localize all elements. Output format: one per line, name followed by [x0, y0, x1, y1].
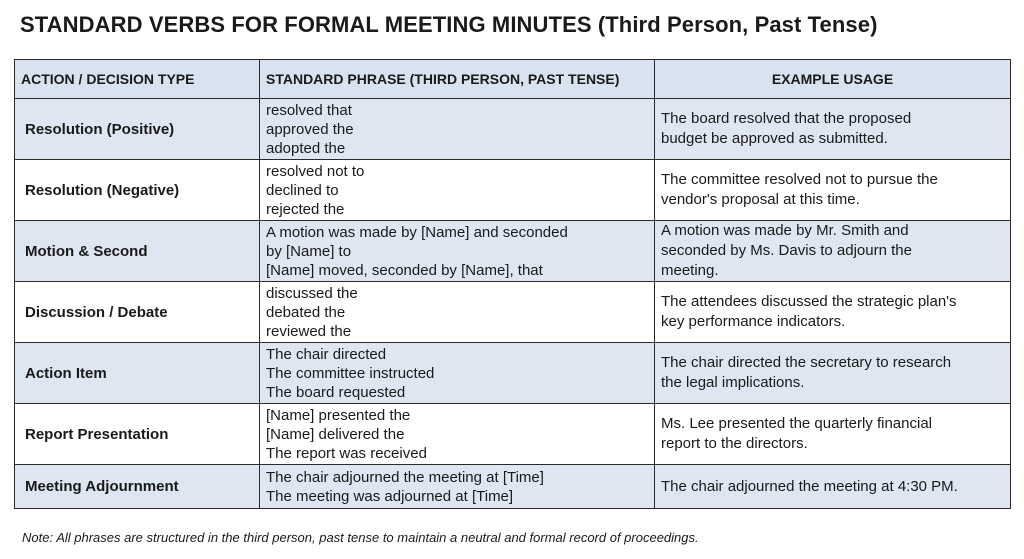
example-cell — [655, 465, 1011, 509]
phrase-cell — [260, 221, 655, 282]
example-line: key performance indicators. — [661, 313, 846, 330]
phrase-cell — [260, 343, 655, 404]
example-cell — [655, 99, 1011, 160]
phrase-cell — [260, 465, 655, 509]
example-line: meeting. — [661, 262, 719, 279]
page-title: STANDARD VERBS FOR FORMAL MEETING MINUTES (Third Person, Past Tense) — [20, 12, 878, 37]
table-header-row — [15, 60, 1011, 99]
phrase-line: adopted the — [266, 139, 346, 157]
column-header-phrase: STANDARD PHRASE (THIRD PERSON, PAST TENSE) — [260, 60, 655, 99]
example-line: The committee resolved not to pursue the — [661, 171, 938, 188]
phrase-line: The chair directed — [266, 345, 387, 363]
example-line: A motion was made by Mr. Smith and — [661, 222, 909, 239]
phrase-line: declined to — [266, 181, 339, 199]
column-header-type: ACTION / DECISION TYPE — [15, 60, 260, 99]
example-cell — [655, 404, 1011, 465]
phrase-cell — [260, 160, 655, 221]
phrase-line: resolved not to — [266, 162, 365, 180]
phrase-line: [Name] delivered the — [266, 425, 405, 443]
example-cell — [655, 160, 1011, 221]
phrase-line: A motion was made by [Name] and seconded — [266, 223, 568, 241]
decision-type-cell: Resolution (Negative) — [15, 160, 260, 221]
table-row — [15, 221, 1011, 282]
phrase-line: resolved that — [266, 101, 352, 119]
decision-type-cell: Discussion / Debate — [15, 282, 260, 343]
example-line: seconded by Ms. Davis to adjourn the — [661, 242, 912, 259]
example-line: budget be approved as submitted. — [661, 130, 888, 147]
phrase-line: [Name] presented the — [266, 406, 411, 424]
phrase-line: by [Name] to — [266, 242, 352, 260]
phrase-cell — [260, 282, 655, 343]
table-row — [15, 282, 1011, 343]
example-line: The attendees discussed the strategic plan's — [661, 293, 957, 310]
example-line: The chair adjourned the meeting at 4:30 PM. — [661, 477, 958, 495]
example-line: The board resolved that the proposed — [661, 110, 912, 127]
phrase-line: [Name] moved, seconded by [Name], that — [266, 261, 543, 279]
column-header-example: EXAMPLE USAGE — [655, 60, 1011, 99]
phrase-line: The report was received — [266, 444, 427, 462]
decision-type-cell: Motion & Second — [15, 221, 260, 282]
phrase-line: debated the — [266, 303, 346, 321]
phrase-line: The committee instructed — [266, 364, 435, 382]
phrase-cell — [260, 404, 655, 465]
decision-type-cell: Meeting Adjournment — [15, 465, 260, 509]
table-row — [15, 343, 1011, 404]
example-line: report to the directors. — [661, 435, 808, 452]
phrase-line: The board requested — [266, 383, 406, 401]
footnote: Note: All phrases are structured in the third person, past tense to maintain a neutral and formal record of proceedings. — [22, 530, 699, 545]
table-row — [15, 465, 1011, 509]
verbs-table — [14, 59, 1011, 509]
example-line: the legal implications. — [661, 374, 805, 391]
example-line: The chair directed the secretary to research — [661, 354, 952, 371]
example-line: Ms. Lee presented the quarterly financial — [661, 415, 932, 432]
decision-type-cell: Action Item — [15, 343, 260, 404]
example-cell — [655, 221, 1011, 282]
phrase-line: reviewed the — [266, 322, 352, 340]
table-row — [15, 160, 1011, 221]
decision-type-cell: Report Presentation — [15, 404, 260, 465]
phrase-line: discussed the — [266, 284, 358, 302]
table-row — [15, 99, 1011, 160]
example-cell — [655, 343, 1011, 404]
table-row — [15, 404, 1011, 465]
example-cell — [655, 282, 1011, 343]
phrase-line: rejected the — [266, 200, 345, 218]
phrase-line: The meeting was adjourned at [Time] — [266, 487, 514, 505]
phrase-cell — [260, 99, 655, 160]
phrase-line: The chair adjourned the meeting at [Time] — [266, 468, 544, 486]
decision-type-cell: Resolution (Positive) — [15, 99, 260, 160]
example-line: vendor's proposal at this time. — [661, 191, 860, 208]
phrase-line: approved the — [266, 120, 354, 138]
